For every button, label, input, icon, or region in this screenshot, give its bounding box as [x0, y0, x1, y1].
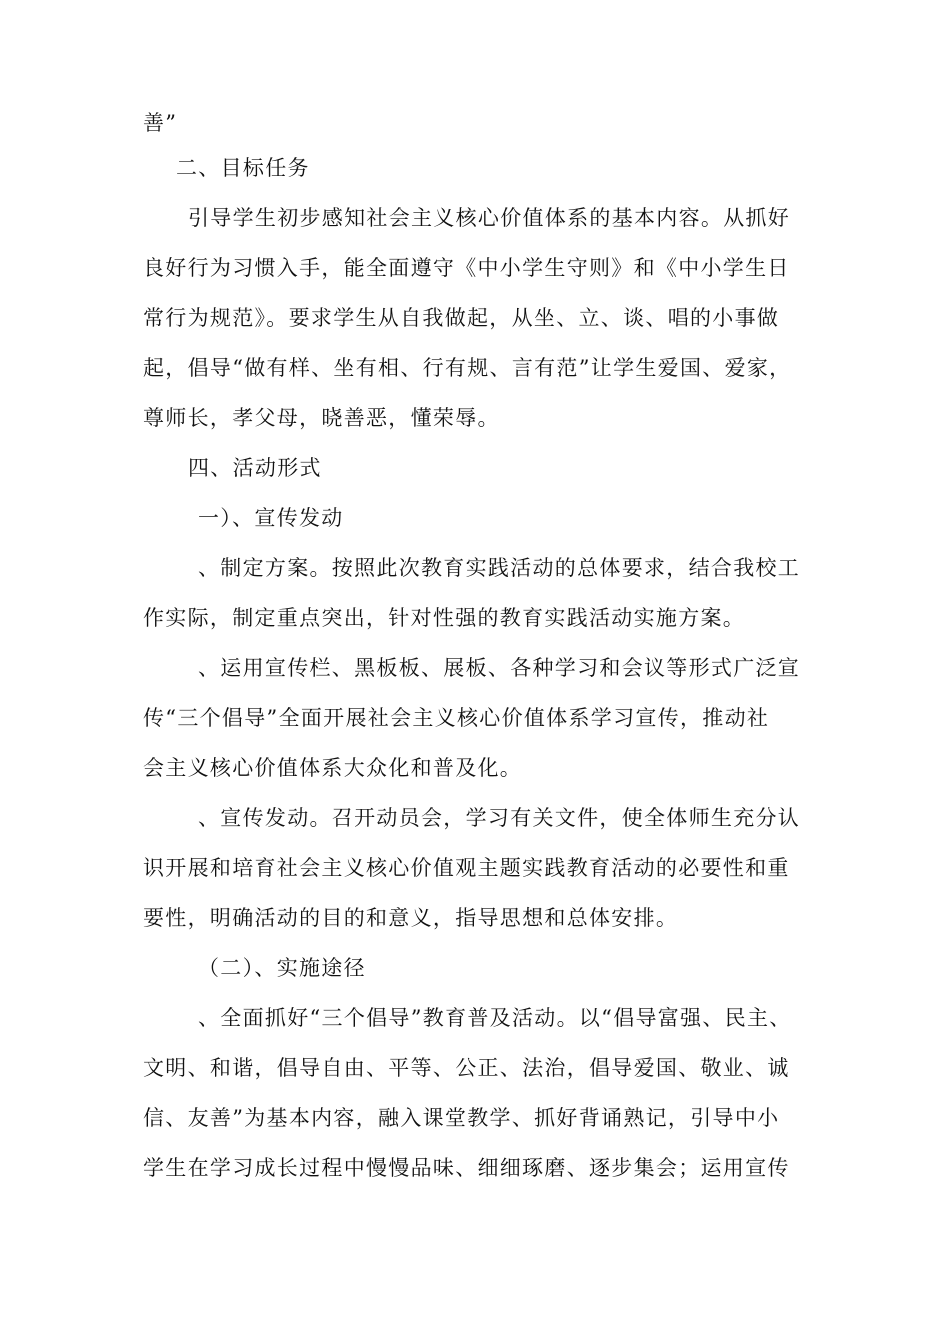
text-line: 起，倡导“做有样、坐有相、行有规、言有范”让学生爱国、爱家，: [143, 356, 792, 380]
text-line: 文明、和谐，倡导自由、平等、公正、法治，倡导爱国、敬业、诚: [143, 1056, 790, 1080]
text-line: 要性，明确活动的目的和意义，指导思想和总体安排。: [143, 906, 679, 930]
text-line: 会主义核心价值体系大众化和普及化。: [143, 756, 523, 780]
subsection-heading: 一）、宣传发动: [198, 506, 344, 530]
text-line: 尊师长，孝父母，晓善恶，懂荣辱。: [143, 406, 500, 430]
text-line: 良好行为习惯入手，能全面遵守《中小学生守则》和《中小学生日: [143, 256, 790, 280]
text-line: 、运用宣传栏、黑板板、展板、各种学习和会议等形式广泛宣: [198, 656, 801, 680]
text-line: 常行为规范》。要求学生从自我做起，从坐、立、谈、唱的小事做: [143, 306, 780, 330]
text-line: 识开展和培育社会主义核心价值观主题实践教育活动的必要性和重: [143, 856, 790, 880]
text-line: 引导学生初步感知社会主义核心价值体系的基本内容。从抓好: [188, 206, 791, 230]
text-line: 作实际，制定重点突出，针对性强的教育实践活动实施方案。: [143, 606, 746, 630]
text-line: 传“三个倡导”全面开展社会主义核心价值体系学习宣传，推动社: [143, 706, 770, 730]
text-line: 善”: [143, 111, 178, 135]
subsection-heading: （二）、实施途径: [198, 956, 366, 980]
text-line: 信、友善”为基本内容，融入课堂教学、抓好背诵熟记，引导中小: [143, 1106, 780, 1130]
text-line: 、全面抓好“三个倡导”教育普及活动。以“倡导富强、民主、: [198, 1006, 792, 1030]
text-line: 、制定方案。按照此次教育实践活动的总体要求，结合我校工: [198, 556, 801, 580]
text-line: 、宣传发动。召开动员会，学习有关文件，使全体师生充分认: [198, 806, 801, 830]
section-heading: 二、目标任务: [176, 156, 310, 180]
section-heading: 四、活动形式: [188, 456, 322, 480]
text-line: 学生在学习成长过程中慢慢品味、细细琢磨、逐步集会；运用宣传: [143, 1156, 790, 1180]
